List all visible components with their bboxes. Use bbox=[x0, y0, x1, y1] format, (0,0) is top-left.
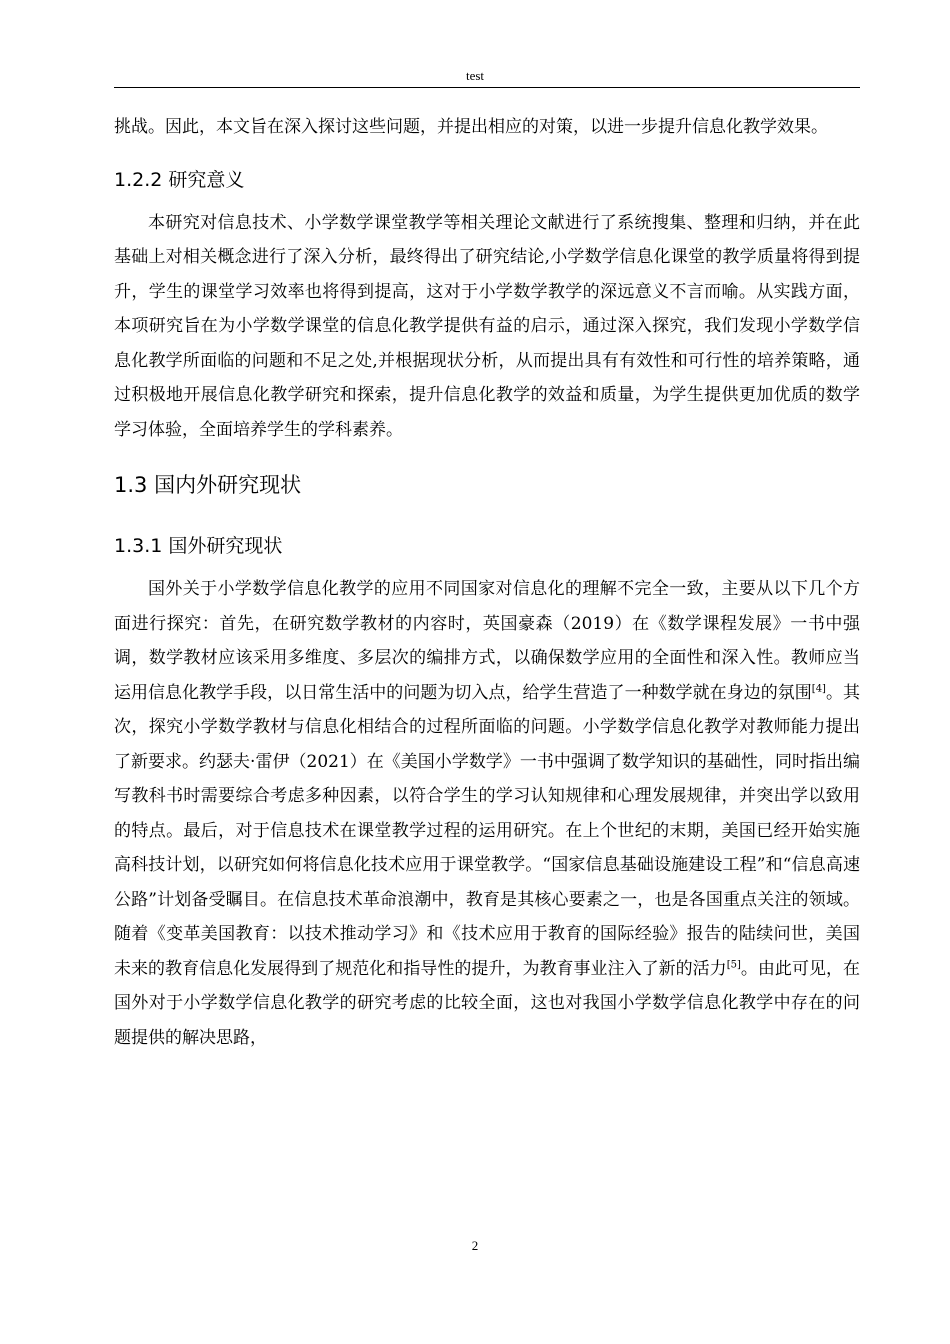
heading-research-significance: 1.2.2 研究意义 bbox=[114, 168, 245, 191]
page-number: 2 bbox=[471, 1238, 479, 1253]
paragraph-foreign-part-2: 。其次，探究小学数学教材与信息化相结合的过程所面临的问题。小学数学信息化教学对教师能力提出了新要求。约瑟夫·雷伊（2021）在《美国小学数学》一书中强调了数学知识的基础性，同时指出编写教科书时需要综合考虑多种因素，以符合学生的学习认知规律和心理发展规律，并突出学以致用的特点。最后，对于信息技术在课堂教学过程的运用研究。在上个世纪的末期，美国已经开始实施高科技计划，以研究如何将信息化技术应用于课堂教学。“国家信息基础设施建设工程”和“信息高速公路”计划备受瞩目。在信息技术革命浪潮中，教育是其核心要素之一，也是各国重点关注的领域。随着《变革美国教育：以技术推动学习》和《技术应用于教育的国际经验》报告的陆续问世，美国未来的教育信息化发展得到了规范化和指导性的提升，为教育事业注入了新的活力 bbox=[114, 682, 861, 979]
heading-research-status: 1.3 国内外研究现状 bbox=[114, 473, 302, 497]
running-header: test bbox=[465, 68, 485, 83]
paragraph-continuation: 挑战。因此，本文旨在深入探讨这些问题，并提出相应的对策，以进一步提升信息化教学效果。 bbox=[114, 117, 828, 137]
paragraph-research-significance: 本研究对信息技术、小学数学课堂教学等相关理论文献进行了系统搜集、整理和归纳，并在此基础上对相关概念进行了深入分析，最终得出了研究结论,小学数学信息化课堂的教学质量将得到提升，学生的课堂学习效率也将得到提高，这对于小学数学教学的深远意义不言而喻。从实践方面，本项研究旨在为小学数学课堂的信息化教学提供有益的启示，通过深入探究，我们发现小学数学信息化教学所面临的问题和不足之处,并根据现状分析，从而提出具有有效性和可行性的培养策略，通过积极地开展信息化教学研究和探索，提升信息化教学的效益和质量，为学生提供更加优质的数学学习体验，全面培养学生的学科素养。 bbox=[114, 212, 860, 440]
heading-foreign-research-status: 1.3.1 国外研究现状 bbox=[114, 535, 283, 557]
paragraph-foreign-part-1: 国外关于小学数学信息化教学的应用不同国家对信息化的理解不完全一致，主要从以下几个方面进行探究：首先，在研究数学教材的内容时，英国豪森（2019）在《数学课程发展》一书中强调，数学教材应该采用多维度、多层次的编排方式，以确保数学应用的全面性和深入性。教师应当运用信息化教学手段，以日常生活中的问题为切入点，给学生营造了一种数学就在身边的氛围 bbox=[114, 579, 860, 703]
page-content bbox=[114, 110, 860, 1055]
paragraph-foreign-part-3: 。由此可见，在国外对于小学数学信息化教学的研究考虑的比较全面，这也对我国小学数学信息化教学中存在的问题提供的解决思路， bbox=[114, 958, 861, 1048]
header-divider bbox=[114, 87, 860, 88]
paragraph-foreign-research bbox=[114, 572, 860, 1055]
citation-5[interactable]: [5] bbox=[726, 958, 741, 970]
citation-4[interactable]: [4] bbox=[811, 682, 826, 694]
